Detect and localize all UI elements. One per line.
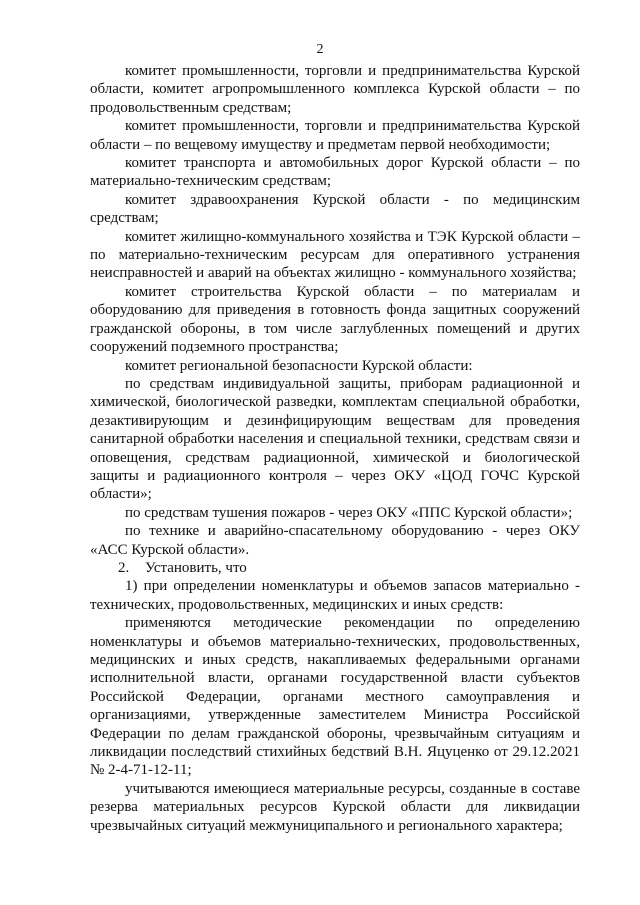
paragraph: комитет здравоохранения Курской области - по медицинским средствам; [90,191,580,227]
paragraph: комитет жилищно-коммунального хозяйства и ТЭК Курской области – по материально-техническим ресурсам для оперативного устранения неисправностей и аварий на объектах жилищно - коммунального хозяйства; [90,228,580,282]
paragraph: комитет региональной безопасности Курской области: [125,357,473,374]
paragraph: комитет промышленности, торговли и предпринимательства Курской области – по вещевому имуществу и предметам первой необходимости; [90,118,580,153]
paragraph: по технике и аварийно-спасательному оборудованию - через ОКУ «АСС Курской области». [90,523,580,558]
paragraph: комитет промышленности, торговли и предпринимательства Курской области, комитет агропромышленного комплекса Курской области – по продовольственным средствам; [90,63,580,116]
page-number: 2 [316,42,324,57]
item-text: Установить, что [145,559,247,576]
paragraph: 1) при определении номенклатуры и объемов запасов материально - технических, продовольственных, медицинских и иных средств: [90,578,580,613]
paragraph: комитет строительства Курской области – по материалам и оборудованию для приведения в готовность фонда защитных сооружений гражданской обороны, в том числе заглубленных помещений и других сооружений подземного пространства; [90,283,580,356]
paragraph: учитываются имеющиеся материальные ресурсы, созданные в составе резерва материальных ресурсов Курской области для ликвидации чрезвычайных ситуаций межмуниципального и регионального характера; [90,780,580,834]
item-number: 2. [118,559,130,576]
paragraph: комитет транспорта и автомобильных дорог Курской области – по материально-техническим средствам; [90,155,580,190]
paragraph: применяются методические рекомендации по определению номенклатуры и объемов материально-технических, продовольственных, медицинских и иных средств, накапливаемых федеральными органами исполнительной власти, органами государственной власти субъектов Российской Федерации, органами местного самоуправления и организациями, утвержденные заместителем Министра Российской Федерации по делам гражданской обороны, чрезвычайным ситуациям и ликвидации последствий стихийных бедствий В.Н. Яцуценко от 29.12.2021 № 2-4-71-12-11; [90,615,580,779]
document-body [90,62,580,835]
paragraph: по средствам индивидуальной защиты, приборам радиационной и химической, биологической разведки, комплектам специальной обработки, дезактивирующим и дезинфицирующим веществам для проведения санитарной обработки населения и специальной техники, средствам связи и оповещения, средствам радиационной, химической и биологической защиты и радиационного контроля – через ОКУ «ЦОД ГОЧС Курской области»; [90,375,580,503]
numbered-item [90,559,580,577]
paragraph: по средствам тушения пожаров - через ОКУ «ППС Курской области»; [125,504,573,521]
